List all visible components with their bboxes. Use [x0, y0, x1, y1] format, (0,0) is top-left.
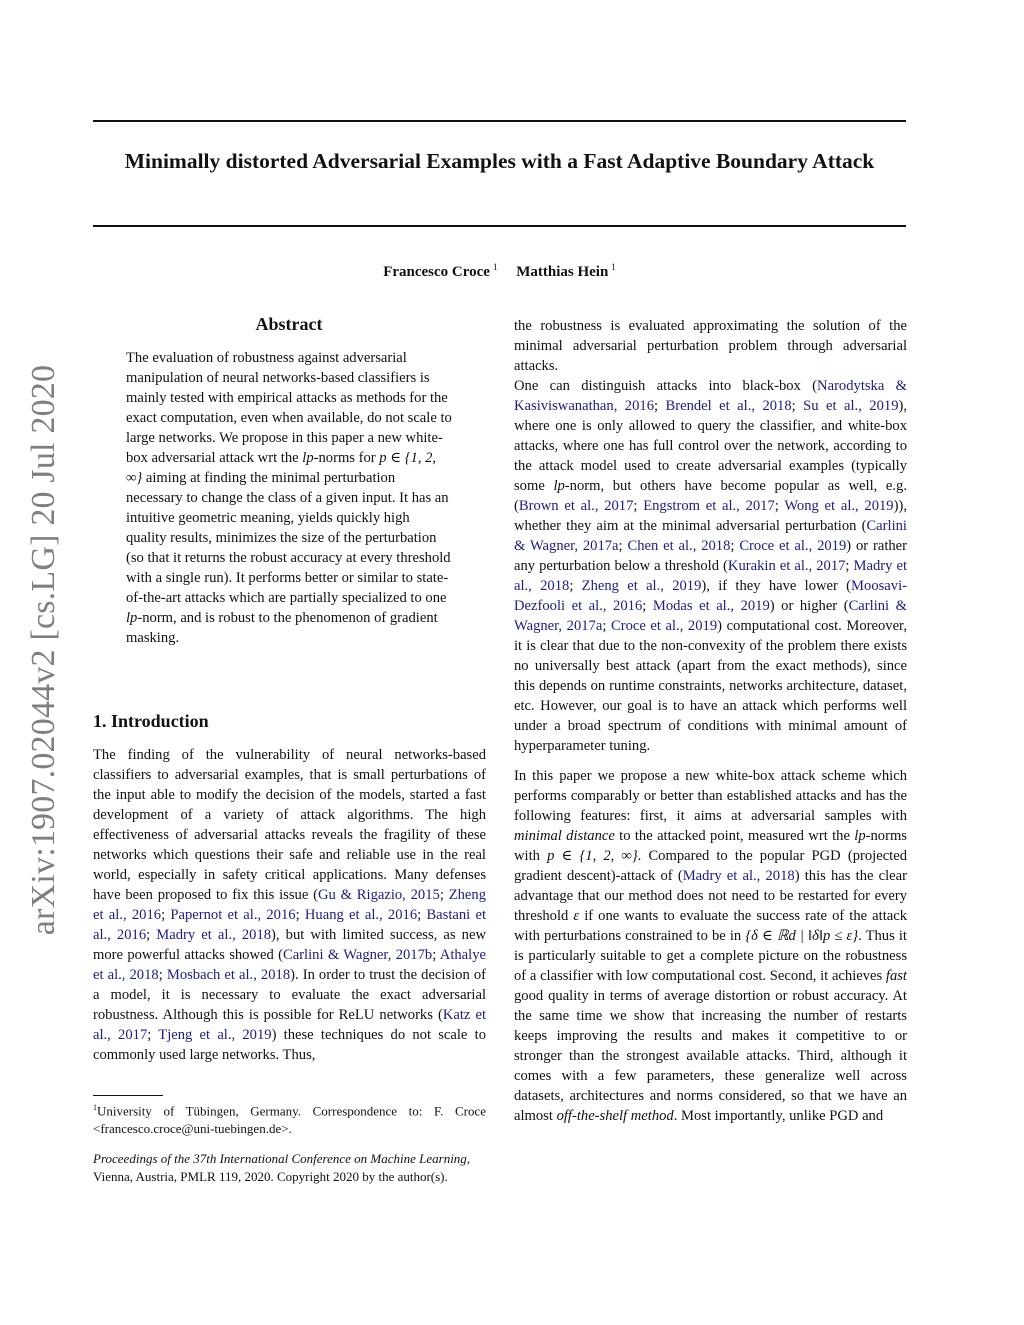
- citation-link[interactable]: Carlini & Wagner, 2017b: [282, 947, 433, 963]
- body-text: ) these techniques do not scale to commonly used large networks. Thus,: [93, 1027, 486, 1063]
- body-text: if one wants to evaluate the success rate of the attack with perturbations constrained to be in: [514, 908, 907, 944]
- math-p-set: p ∈ {1, 2, ∞}: [126, 450, 437, 486]
- section-heading-introduction: 1. Introduction: [93, 711, 209, 731]
- proceedings-note: [93, 1150, 486, 1186]
- math-lp: lp: [854, 828, 866, 844]
- math-lp: lp: [302, 450, 314, 466]
- abstract-text-part: aiming at finding the minimal perturbation necessary to change the class of a given input. It has an intuitive geometric meaning, yields quickly high quality results, minimizes the size of the perturbation (so that it returns the robust accuracy at every threshold with a single run). It performs better or similar to state-of-the-art attacks which are partially specialized to one: [126, 470, 451, 606]
- citation-link[interactable]: Engstrom et al., 2017: [643, 498, 775, 514]
- abstract-text-part: -norm, and is robust to the phenomenon of gradient masking.: [126, 610, 438, 646]
- emphasis-text: minimal distance: [514, 828, 615, 844]
- citation-link[interactable]: Athalye et al., 2018: [93, 947, 486, 983]
- right-column: [514, 316, 907, 1126]
- emphasis-text: fast: [885, 968, 907, 984]
- citation-link[interactable]: Papernot et al., 2016: [170, 907, 296, 923]
- citation-link[interactable]: Madry et al., 2018: [156, 927, 272, 943]
- body-text: -norm, but others have become popular as well, e.g. (: [514, 478, 907, 514]
- paragraph: [514, 766, 907, 1126]
- body-text: )), whether they aim at the minimal adversarial perturbation (: [514, 498, 907, 534]
- body-text: . Compared to the popular PGD (projected gradient descent)-attack of (: [514, 848, 907, 884]
- citation-link[interactable]: Carlini & Wagner, 2017a: [514, 518, 907, 554]
- citation-link[interactable]: Carlini & Wagner, 2017a: [514, 598, 907, 634]
- citation-link[interactable]: Chen et al., 2018: [627, 538, 731, 554]
- body-text: The finding of the vulnerability of neural networks-based classifiers to adversarial examples, that is small perturbations of the input able to modify the decision of the models, started a fast development of a variety of attack algorithms. The high effectiveness of adversarial attacks reveals the fragility of these networks which questions their safe and reliable use in the real world, especially in safety critical applications. Many defenses have been proposed to fix this issue (: [93, 747, 486, 903]
- citation-link[interactable]: Modas et al., 2019: [652, 598, 770, 614]
- body-text: ;: [158, 967, 167, 983]
- body-text: ;: [633, 498, 644, 514]
- title-top-rule: [93, 120, 906, 122]
- body-text: ). In order to trust the decision of a model, it is necessary to evaluate the exact adversarial robustness. Although this is possible for ReLU networks (: [93, 967, 487, 1023]
- body-text: ), but with limited success, as new more powerful attacks showed (: [93, 927, 486, 963]
- author-list: [93, 262, 906, 281]
- math-constraint-set: {δ ∈ ℝd | ‖δ‖p ≤ ε}: [745, 928, 859, 944]
- citation-link[interactable]: Zheng et al., 2019: [581, 578, 702, 594]
- citation-link[interactable]: Su et al., 2019: [803, 398, 899, 414]
- citation-link[interactable]: Brown et al., 2017: [518, 498, 634, 514]
- body-text: ;: [432, 947, 440, 963]
- body-text: ;: [439, 887, 449, 903]
- body-text: ;: [161, 907, 171, 923]
- paragraph: the robustness is evaluated approximating the solution of the minimal adversarial perturbation problem through adversarial attacks.: [514, 318, 907, 374]
- citation-link[interactable]: Katz et al., 2017: [93, 1007, 486, 1043]
- proceedings-text: , Vienna, Austria, PMLR 119, 2020. Copyright 2020 by the author(s).: [93, 1151, 471, 1184]
- footnote-mark: 1: [93, 1103, 97, 1112]
- footnote-rule: [93, 1095, 163, 1096]
- author-affiliation-mark: 1: [492, 262, 498, 272]
- math-lp: lp: [553, 478, 565, 494]
- body-text: ) or rather any perturbation below a threshold (: [514, 538, 908, 574]
- body-text: ;: [845, 558, 854, 574]
- citation-link[interactable]: Huang et al., 2016: [304, 907, 418, 923]
- body-text: ;: [417, 907, 427, 923]
- proceedings-venue: Proceedings of the 37th International Conference on Machine Learning: [93, 1151, 467, 1166]
- citation-link[interactable]: Mosbach et al., 2018: [166, 967, 291, 983]
- citation-link[interactable]: Kurakin et al., 2017: [727, 558, 846, 574]
- math-lp: lp: [126, 610, 138, 626]
- citation-link[interactable]: Brendel et al., 2018: [665, 398, 792, 414]
- author-name: Matthias Hein: [516, 264, 609, 280]
- math-epsilon: ε: [573, 908, 580, 924]
- citation-link[interactable]: Madry et al., 2018: [682, 868, 795, 884]
- body-text: ;: [654, 398, 666, 414]
- author-affiliation-mark: 1: [611, 262, 616, 272]
- body-text: ) or higher (: [769, 598, 849, 614]
- author-name: Francesco Croce: [383, 264, 490, 280]
- body-text: ;: [569, 578, 582, 594]
- arxiv-id: arXiv:1907.02044v2 [cs.LG] 20 Jul 2020: [25, 364, 62, 936]
- citation-link[interactable]: Croce et al., 2019: [739, 538, 847, 554]
- body-text: ;: [295, 907, 305, 923]
- body-text: ;: [146, 927, 157, 943]
- body-text: ), where one is only allowed to query the classifier, and white-box attacks, where one has full control over the network, according to the attack model used to create adversarial examples (typically some: [514, 398, 908, 494]
- body-text: ;: [791, 398, 804, 414]
- abstract-text-part: The evaluation of robustness against adversarial manipulation of neural networks-based classifiers is mainly tested with empirical attacks as methods for the exact computation, even when available, do not scale to large networks. We propose in this paper a new white-box adversarial attack wrt the: [126, 350, 452, 466]
- introduction-paragraph: [93, 745, 486, 1065]
- abstract-heading: Abstract: [255, 314, 323, 334]
- body-text: . Thus it is particularly suitable to get a complete picture on the robustness of a classifier with low computational cost. Second, it achieves: [514, 928, 907, 984]
- body-text: ;: [730, 538, 740, 554]
- citation-link[interactable]: Zheng et al., 2016: [93, 887, 486, 923]
- body-text: ;: [774, 498, 785, 514]
- paper-title: Minimally distorted Adversarial Examples with a Fast Adaptive Boundary Attack: [124, 149, 875, 173]
- citation-link[interactable]: Madry et al., 2018: [514, 558, 908, 594]
- body-text: ) this has the clear advantage that our method does not need to be restarted for every threshold: [514, 868, 907, 924]
- citation-link[interactable]: Gu & Rigazio, 2015: [317, 887, 440, 903]
- body-text: In this paper we propose a new white-box attack scheme which performs comparably or better than established attacks and has the following features: first, it aims at adversarial samples with: [514, 768, 907, 824]
- body-text: ;: [147, 1027, 159, 1043]
- body-text: . Most importantly, unlike PGD and: [673, 1108, 884, 1124]
- body-text: One can distinguish attacks into black-box (: [514, 378, 818, 394]
- paragraph: [514, 376, 907, 756]
- citation-link[interactable]: Croce et al., 2019: [610, 618, 718, 634]
- body-text: good quality in terms of average distortion or robust accuracy. At the same time we show that increasing the number of restarts keeps improving the results and makes it competitive to or stronger than the strongest available attacks. Third, although it comes with a few parameters, these generalize well across datasets, architectures and norms considered, so that we have an almost: [514, 988, 907, 1124]
- abstract-text-part: -norms for: [313, 450, 380, 466]
- body-text: ;: [602, 618, 611, 634]
- body-text: to the attacked point, measured wrt the: [614, 828, 855, 844]
- citation-link[interactable]: Narodytska & Kasiviswanathan, 2016: [514, 378, 908, 414]
- title-bottom-rule: [93, 225, 906, 227]
- affiliation-footnote: [93, 1099, 486, 1138]
- body-text: -norms with: [514, 828, 907, 864]
- footnote-text: University of Tübingen, Germany. Correspondence to: F. Croce <francesco.croce@uni-tuebingen.de>.: [93, 1103, 486, 1137]
- emphasis-text: off-the-shelf method: [556, 1108, 674, 1124]
- body-text: ) computational cost. Moreover, it is clear that due to the non-convexity of the problem there exists no universally best attack (apart from the exact methods), since this depends on runtime constraints, networks architecture, dataset, etc. However, our goal is to have an attack which performs well under a broad spectrum of conditions with minimal amount of hyperparameter tuning.: [514, 618, 907, 754]
- citation-link[interactable]: Moosavi-Dezfooli et al., 2016: [514, 578, 907, 614]
- body-text: ;: [618, 538, 628, 554]
- math-p-set: p ∈ {1, 2, ∞}: [547, 848, 638, 864]
- body-text: ;: [642, 598, 653, 614]
- citation-link[interactable]: Tjeng et al., 2019: [158, 1027, 272, 1043]
- citation-link[interactable]: Wong et al., 2019: [784, 498, 894, 514]
- body-text: ), if they have lower (: [701, 578, 852, 594]
- citation-link[interactable]: Bastani et al., 2016: [93, 907, 486, 943]
- abstract-text: [126, 348, 452, 648]
